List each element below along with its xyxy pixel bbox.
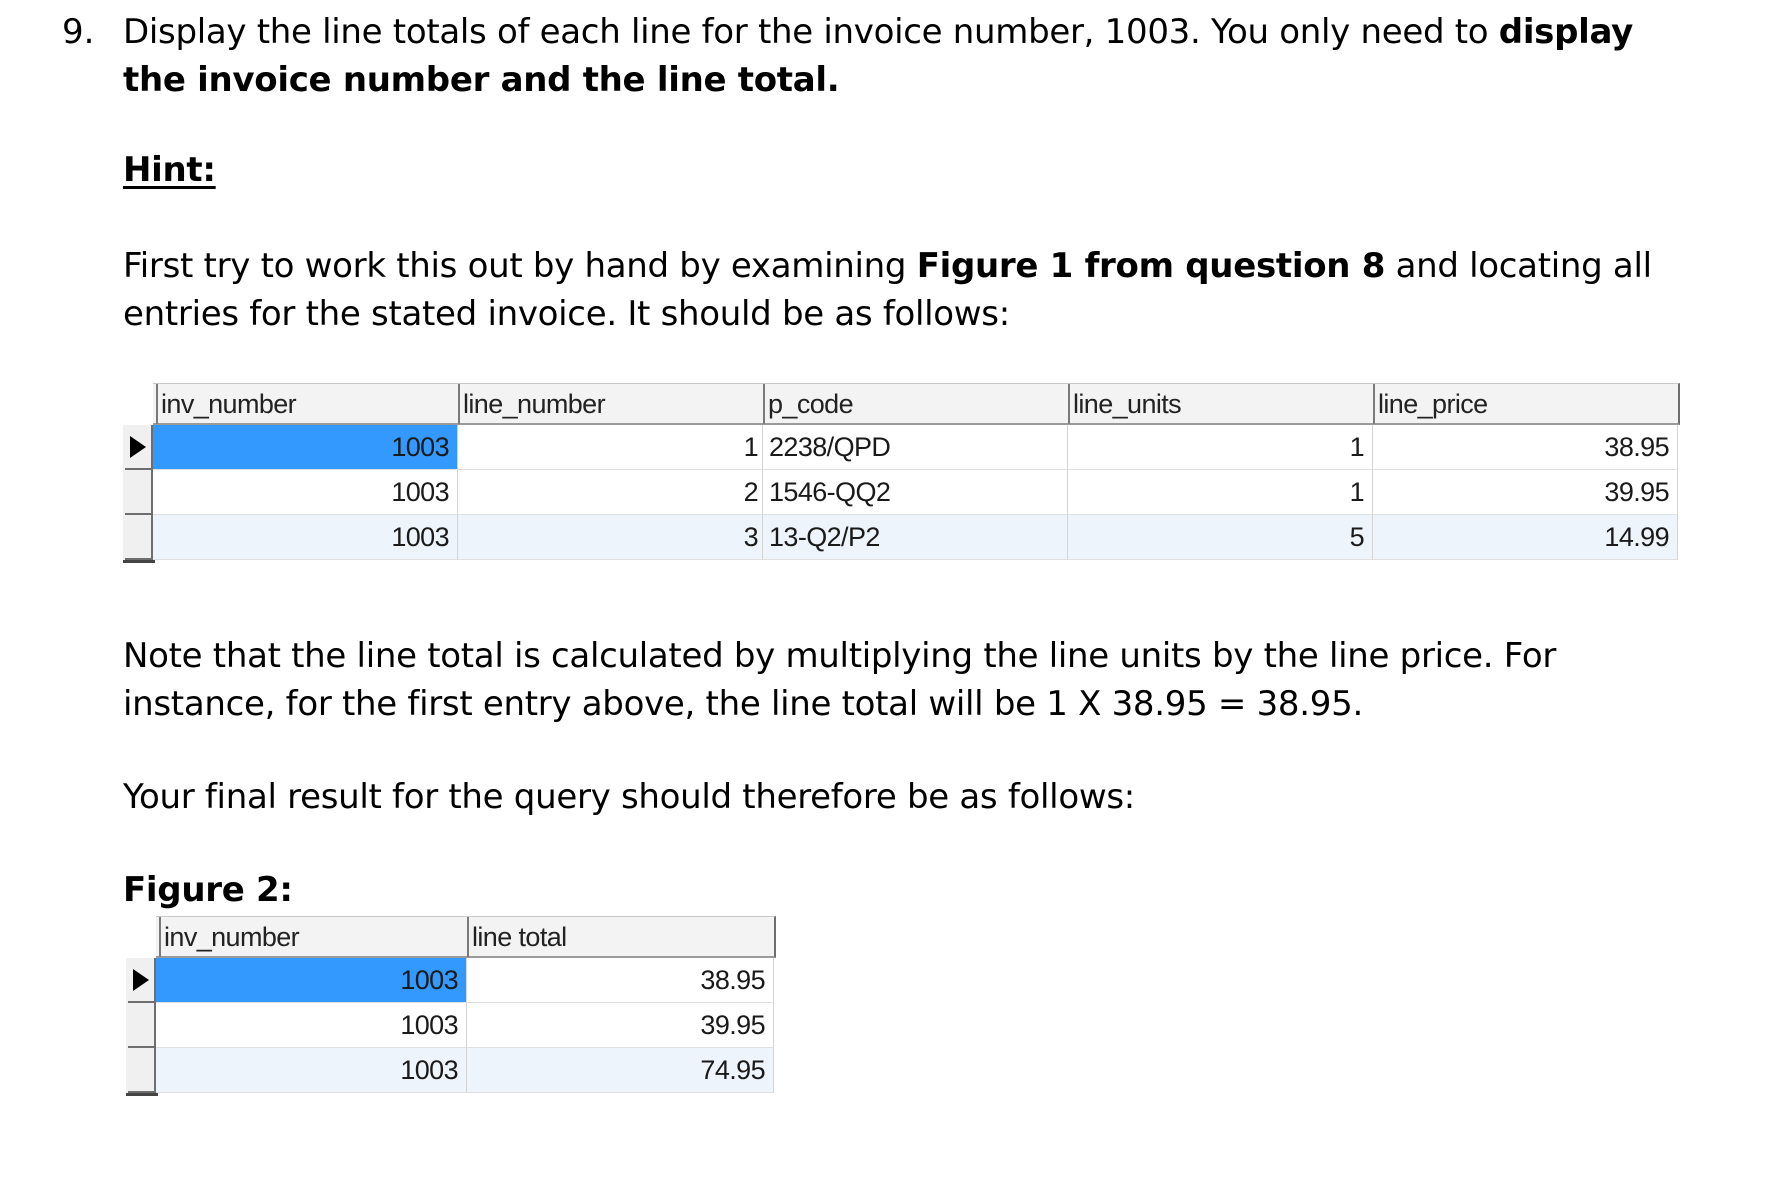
question-text	[123, 8, 1683, 104]
grid-bottom-border	[126, 1093, 158, 1096]
cell-inv-number[interactable]: 1003	[153, 425, 458, 470]
cell-inv-number[interactable]: 1003	[156, 1003, 467, 1048]
hint-paragraph	[123, 242, 1683, 338]
cell-inv-number[interactable]: 1003	[156, 1048, 467, 1093]
current-row-arrow-icon	[133, 969, 149, 991]
cell-p-code[interactable]: 13-Q2/P2	[763, 515, 1068, 560]
cell-line-number[interactable]: 3	[458, 515, 763, 560]
row-selector[interactable]	[126, 1003, 156, 1048]
cell-line-units[interactable]: 1	[1068, 425, 1373, 470]
hint-heading: Hint:	[123, 150, 216, 190]
column-header-inv-number[interactable]: inv_number	[156, 384, 458, 424]
hint-paragraph-bold: Figure 1 from question 8	[916, 246, 1386, 286]
cell-inv-number[interactable]: 1003	[153, 515, 458, 560]
question-text-plain: Display the line totals of each line for the invoice number, 1003. You only need to	[123, 12, 1499, 52]
row-selector[interactable]	[123, 470, 153, 515]
grid-header	[156, 916, 776, 958]
cell-inv-number[interactable]: 1003	[156, 958, 467, 1003]
cell-line-price[interactable]: 39.95	[1373, 470, 1678, 515]
cell-line-units[interactable]: 5	[1068, 515, 1373, 560]
column-header-line-number[interactable]: line_number	[458, 384, 763, 424]
column-header-line-price[interactable]: line_price	[1373, 384, 1678, 424]
column-header-line-total[interactable]: line total	[467, 917, 774, 957]
cell-line-number[interactable]: 1	[458, 425, 763, 470]
row-selector[interactable]	[126, 1048, 156, 1093]
table-row[interactable]	[126, 1048, 776, 1093]
figure-2-label: Figure 2:	[123, 870, 293, 910]
cell-p-code[interactable]: 2238/QPD	[763, 425, 1068, 470]
cell-line-price[interactable]: 14.99	[1373, 515, 1678, 560]
invoice-lines-grid	[123, 383, 1680, 563]
table-row[interactable]	[123, 470, 1680, 515]
column-header-line-units[interactable]: line_units	[1068, 384, 1373, 424]
line-total-grid	[126, 916, 776, 1106]
column-header-p-code[interactable]: p_code	[763, 384, 1068, 424]
table-row[interactable]	[123, 425, 1680, 470]
cell-line-total[interactable]: 39.95	[467, 1003, 774, 1048]
question-text-bold: display the invoice number and the line total.	[123, 12, 1633, 100]
table-row[interactable]	[123, 515, 1680, 560]
hint-paragraph-part1: First try to work this out by hand by examining	[123, 246, 917, 286]
row-selector[interactable]	[123, 425, 153, 470]
note-paragraph: Note that the line total is calculated by multiplying the line units by the line price. For instance, for the first entry above, the line total will be 1 X 38.95 = 38.95.	[123, 636, 1557, 724]
cell-line-units[interactable]: 1	[1068, 470, 1373, 515]
grid-bottom-border	[123, 560, 155, 563]
row-selector[interactable]	[126, 958, 156, 1003]
cell-line-price[interactable]: 38.95	[1373, 425, 1678, 470]
current-row-arrow-icon	[130, 436, 146, 458]
cell-line-total[interactable]: 38.95	[467, 958, 774, 1003]
column-header-inv-number[interactable]: inv_number	[159, 917, 467, 957]
hint-paragraph-part2: and locating all entries for the stated invoice. It should be as follows:	[123, 246, 1652, 334]
cell-p-code[interactable]: 1546-QQ2	[763, 470, 1068, 515]
cell-inv-number[interactable]: 1003	[153, 470, 458, 515]
question-number: 9.	[62, 12, 95, 52]
cell-line-total[interactable]: 74.95	[467, 1048, 774, 1093]
table-row[interactable]	[126, 958, 776, 1003]
cell-line-number[interactable]: 2	[458, 470, 763, 515]
table-row[interactable]	[126, 1003, 776, 1048]
row-selector[interactable]	[123, 515, 153, 560]
result-intro: Your final result for the query should therefore be as follows:	[123, 777, 1135, 817]
grid-header	[153, 383, 1680, 425]
